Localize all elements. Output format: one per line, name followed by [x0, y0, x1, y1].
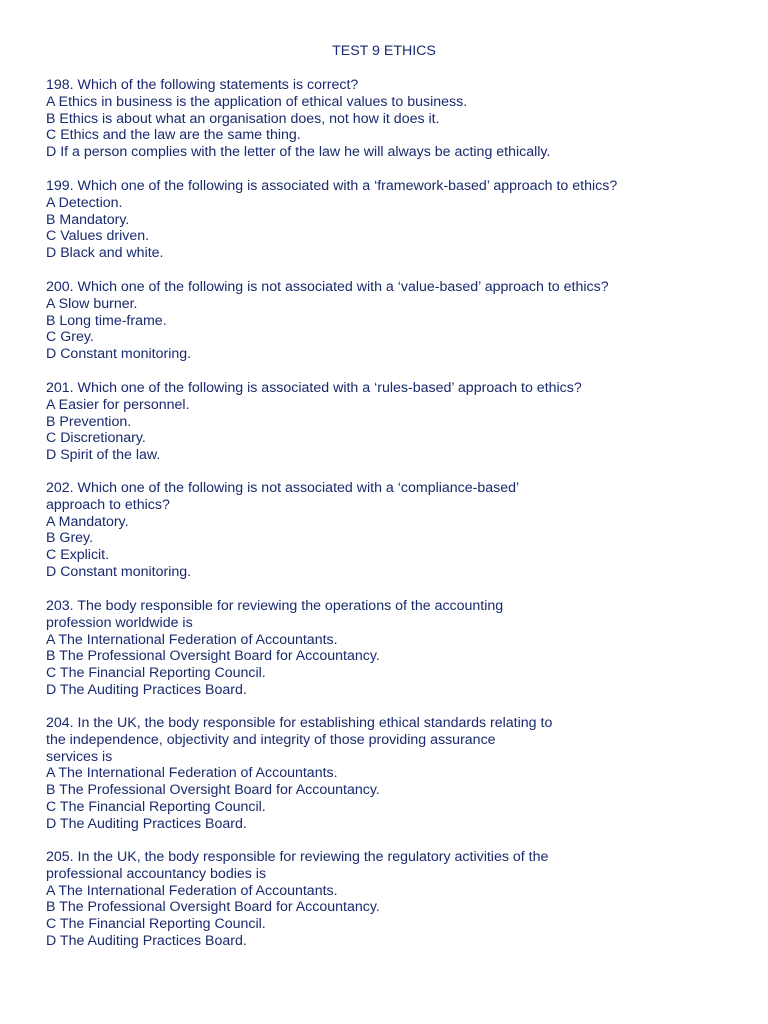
- answer-option: D Constant monitoring.: [46, 346, 192, 363]
- question-200: [46, 279, 746, 363]
- answer-option: A The International Federation of Accountants.: [46, 631, 338, 648]
- question-stem: 200. Which one of the following is not associated with a ‘value-based’ approach to ethics?: [46, 279, 609, 295]
- answer-option: C Values driven.: [46, 228, 150, 245]
- question-205: [46, 849, 746, 950]
- question-stem: profession worldwide is: [46, 614, 193, 631]
- answer-option: C Discretionary.: [46, 430, 146, 447]
- question-stem: the independence, objectivity and integrity of those providing assurance: [46, 731, 496, 748]
- answer-option: A Mandatory.: [46, 513, 129, 530]
- question-stem: professional accountancy bodies is: [46, 865, 267, 882]
- answer-option: B The Professional Oversight Board for Accountancy.: [46, 648, 380, 665]
- answer-option: C The Financial Reporting Council.: [46, 798, 266, 815]
- answer-option: B The Professional Oversight Board for Accountancy.: [46, 782, 380, 799]
- question-204: [46, 715, 746, 833]
- answer-option: C The Financial Reporting Council.: [46, 665, 266, 682]
- question-199: [46, 178, 746, 262]
- answer-option: D Spirit of the law.: [46, 447, 161, 464]
- answer-option: D Black and white.: [46, 245, 164, 262]
- answer-option: B Prevention.: [46, 413, 132, 430]
- answer-option: C Ethics and the law are the same thing.: [46, 127, 301, 144]
- answer-option: A The International Federation of Accountants.: [46, 882, 338, 899]
- answer-option: A Easier for personnel.: [46, 396, 190, 413]
- answer-option: A Detection.: [46, 194, 123, 211]
- question-stem: 205. In the UK, the body responsible for reviewing the regulatory activities of the: [46, 849, 549, 865]
- answer-option: B Long time-frame.: [46, 312, 167, 329]
- question-stem: services is: [46, 748, 113, 765]
- question-stem: approach to ethics?: [46, 496, 170, 513]
- answer-option: C Grey.: [46, 329, 94, 346]
- answer-option: C Explicit.: [46, 547, 110, 564]
- answer-option: D Constant monitoring.: [46, 563, 192, 580]
- question-stem: 198. Which of the following statements is correct?: [46, 77, 359, 93]
- answer-option: A Slow burner.: [46, 295, 138, 312]
- answer-option: B Grey.: [46, 530, 94, 547]
- question-202: [46, 480, 746, 581]
- answer-option: D The Auditing Practices Board.: [46, 815, 247, 832]
- answer-option: D If a person complies with the letter of the law he will always be acting ethically.: [46, 144, 551, 161]
- answer-option: D The Auditing Practices Board.: [46, 681, 247, 698]
- answer-option: A Ethics in business is the application of ethical values to business.: [46, 93, 468, 110]
- answer-option: C The Financial Reporting Council.: [46, 916, 266, 933]
- page-title: TEST 9 ETHICS: [332, 43, 436, 59]
- answer-option: B The Professional Oversight Board for Accountancy.: [46, 899, 380, 916]
- answer-option: B Mandatory.: [46, 211, 130, 228]
- question-stem: 202. Which one of the following is not associated with a ‘compliance-based’: [46, 480, 520, 496]
- question-stem: 203. The body responsible for reviewing the operations of the accounting: [46, 598, 504, 614]
- question-198: [46, 77, 746, 161]
- question-stem: 199. Which one of the following is associated with a ‘framework-based’ approach to ethics?: [46, 178, 618, 194]
- answer-option: D The Auditing Practices Board.: [46, 932, 247, 949]
- question-201: [46, 380, 746, 464]
- question-stem: 204. In the UK, the body responsible for establishing ethical standards relating to: [46, 715, 553, 731]
- question-203: [46, 598, 746, 699]
- answer-option: B Ethics is about what an organisation does, not how it does it.: [46, 110, 440, 127]
- question-stem: 201. Which one of the following is associated with a ‘rules-based’ approach to ethics?: [46, 380, 582, 396]
- answer-option: A The International Federation of Accountants.: [46, 765, 338, 782]
